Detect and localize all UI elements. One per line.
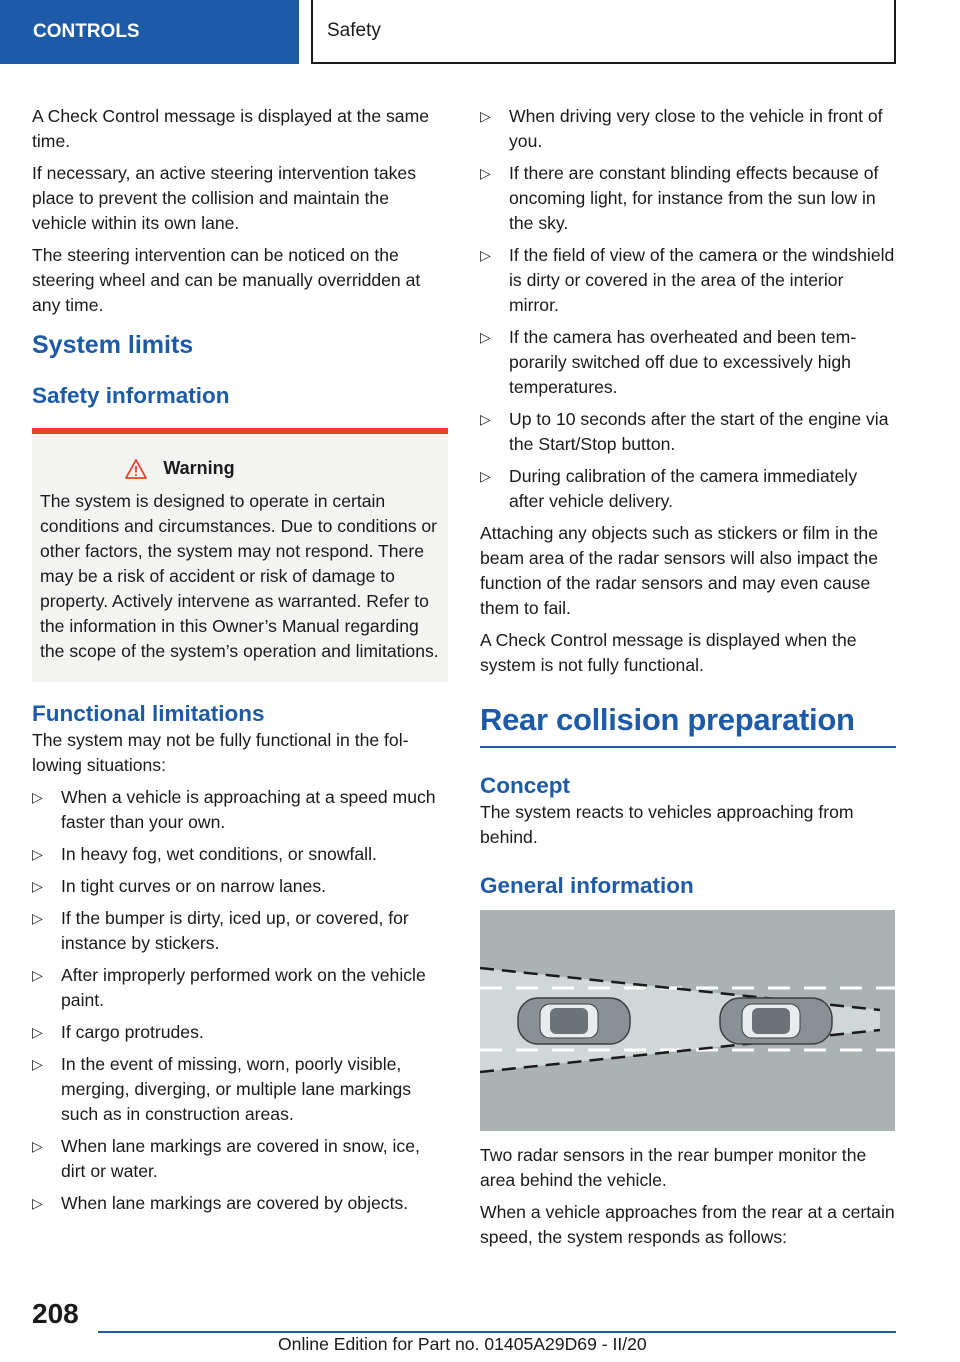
- bullet-icon: ▷: [480, 411, 491, 427]
- list-item: ▷ When a vehicle is approaching at a speed much faster than your own.: [32, 787, 436, 832]
- list-item: ▷ If the bumper is dirty, iced up, or covered, for instance by stickers.: [32, 908, 409, 953]
- list-item: ▷ When driving very close to the vehicle in front of you.: [480, 106, 883, 151]
- rear-car-icon: [518, 998, 630, 1044]
- concept-text: The system reacts to vehicles approaching from behind.: [480, 802, 854, 847]
- radar-paragraph: Attaching any objects such as stickers or film in the beam area of the radar sensors will also impact the function of the radar sensors and may even cause them to fail.: [480, 523, 879, 618]
- list-item: ▷ In tight curves or on narrow lanes.: [32, 874, 448, 899]
- radar-sensors-text: Two radar sensors in the rear bumper monitor the area behind the vehicle.: [480, 1145, 867, 1190]
- functional-limitations-list-continued: [480, 104, 896, 514]
- page-number: 208: [32, 1298, 79, 1329]
- approach-text: When a vehicle approaches from the rear at a certain speed, the system responds as follows:: [480, 1202, 895, 1247]
- list-item: ▷ If cargo protrudes.: [32, 1020, 448, 1045]
- general-information-heading: General information: [480, 873, 694, 898]
- section-header: [311, 0, 896, 64]
- list-item: ▷ In heavy fog, wet conditions, or snowfall.: [32, 842, 448, 867]
- footer-rule: [98, 1331, 896, 1333]
- radar-diagram: [480, 910, 895, 1131]
- functional-intro: The system may not be fully functional in the following situations:: [32, 730, 409, 775]
- bullet-icon: ▷: [32, 1024, 43, 1040]
- right-column: [480, 104, 896, 1257]
- intro-paragraph: A Check Control message is displayed at the same time.: [32, 106, 430, 151]
- list-item: ▷ During calibration of the camera immediately after vehicle delivery.: [480, 466, 858, 511]
- heading-rule: [480, 746, 896, 748]
- list-item: ▷ If the camera has overheated and been temporarily switched off due to excessively high temperatures.: [480, 327, 857, 397]
- concept-heading: Concept: [480, 773, 570, 798]
- bullet-icon: ▷: [32, 789, 43, 805]
- warning-title: Warning: [163, 458, 235, 478]
- list-item: ▷ When lane markings are covered in snow, ice, dirt or water.: [32, 1136, 420, 1181]
- list-item: ▷ Up to 10 seconds after the start of the engine via the Start/Stop button.: [480, 409, 889, 454]
- bullet-icon: ▷: [480, 247, 491, 263]
- rear-collision-heading: Rear collision preparation: [480, 702, 855, 737]
- bullet-icon: ▷: [480, 108, 491, 124]
- bullet-icon: ▷: [32, 1138, 43, 1154]
- footer-edition: Online Edition for Part no. 01405A29D69 - II/20: [278, 1334, 647, 1354]
- bullet-icon: ▷: [32, 846, 43, 862]
- bullet-icon: ▷: [32, 1195, 43, 1211]
- section-label: Safety: [327, 20, 381, 41]
- warning-triangle-icon: [125, 459, 147, 479]
- bullet-icon: ▷: [480, 468, 491, 484]
- chapter-tab: [0, 0, 299, 64]
- bullet-icon: ▷: [32, 878, 43, 894]
- functional-limitations-list: [32, 785, 448, 1216]
- list-item: ▷ After improperly performed work on the vehicle paint.: [32, 965, 426, 1010]
- warning-box: [32, 428, 448, 682]
- safety-information-heading: Safety information: [32, 383, 230, 408]
- list-item: ▷ If the field of view of the camera or the windshield is dirty or covered in the area of the interior mirror.: [480, 245, 895, 315]
- bullet-icon: ▷: [480, 329, 491, 345]
- bullet-icon: ▷: [32, 967, 43, 983]
- warning-text: The system is designed to operate in certain conditions and circumstances. Due to conditions or other factors, the system may not respond. There may be a risk of accident or risk of damage to property. Actively intervene as warranted. Refer to the information in this Owner’s Manual regarding the scope of the system’s operation and limitations.: [40, 491, 439, 661]
- bullet-icon: ▷: [32, 910, 43, 926]
- radar-illustration: [480, 910, 895, 1131]
- front-car-icon: [720, 998, 832, 1044]
- warning-title-row: [40, 456, 440, 481]
- check-control-paragraph: A Check Control message is displayed when the system is not fully functional.: [480, 630, 857, 675]
- left-column: [32, 104, 448, 1223]
- list-item: ▷ If there are constant blinding effects because of oncoming light, for instance from the sun low in the sky.: [480, 163, 879, 233]
- intro-paragraph: If necessary, an active steering intervention takes place to prevent the collision and maintain the vehicle within its own lane.: [32, 163, 417, 233]
- system-limits-heading: System limits: [32, 331, 194, 359]
- list-item: ▷ When lane markings are covered by objects.: [32, 1191, 448, 1216]
- intro-paragraph: The steering intervention can be noticed on the steering wheel and can be manually overridden at any time.: [32, 245, 421, 315]
- chapter-label: CONTROLS: [33, 21, 140, 42]
- bullet-icon: ▷: [480, 165, 491, 181]
- bullet-icon: ▷: [32, 1056, 43, 1072]
- list-item: ▷ In the event of missing, worn, poorly visible, merging, diverging, or multiple lane markings such as in construction areas.: [32, 1054, 412, 1124]
- functional-limitations-heading: Functional limitations: [32, 701, 265, 726]
